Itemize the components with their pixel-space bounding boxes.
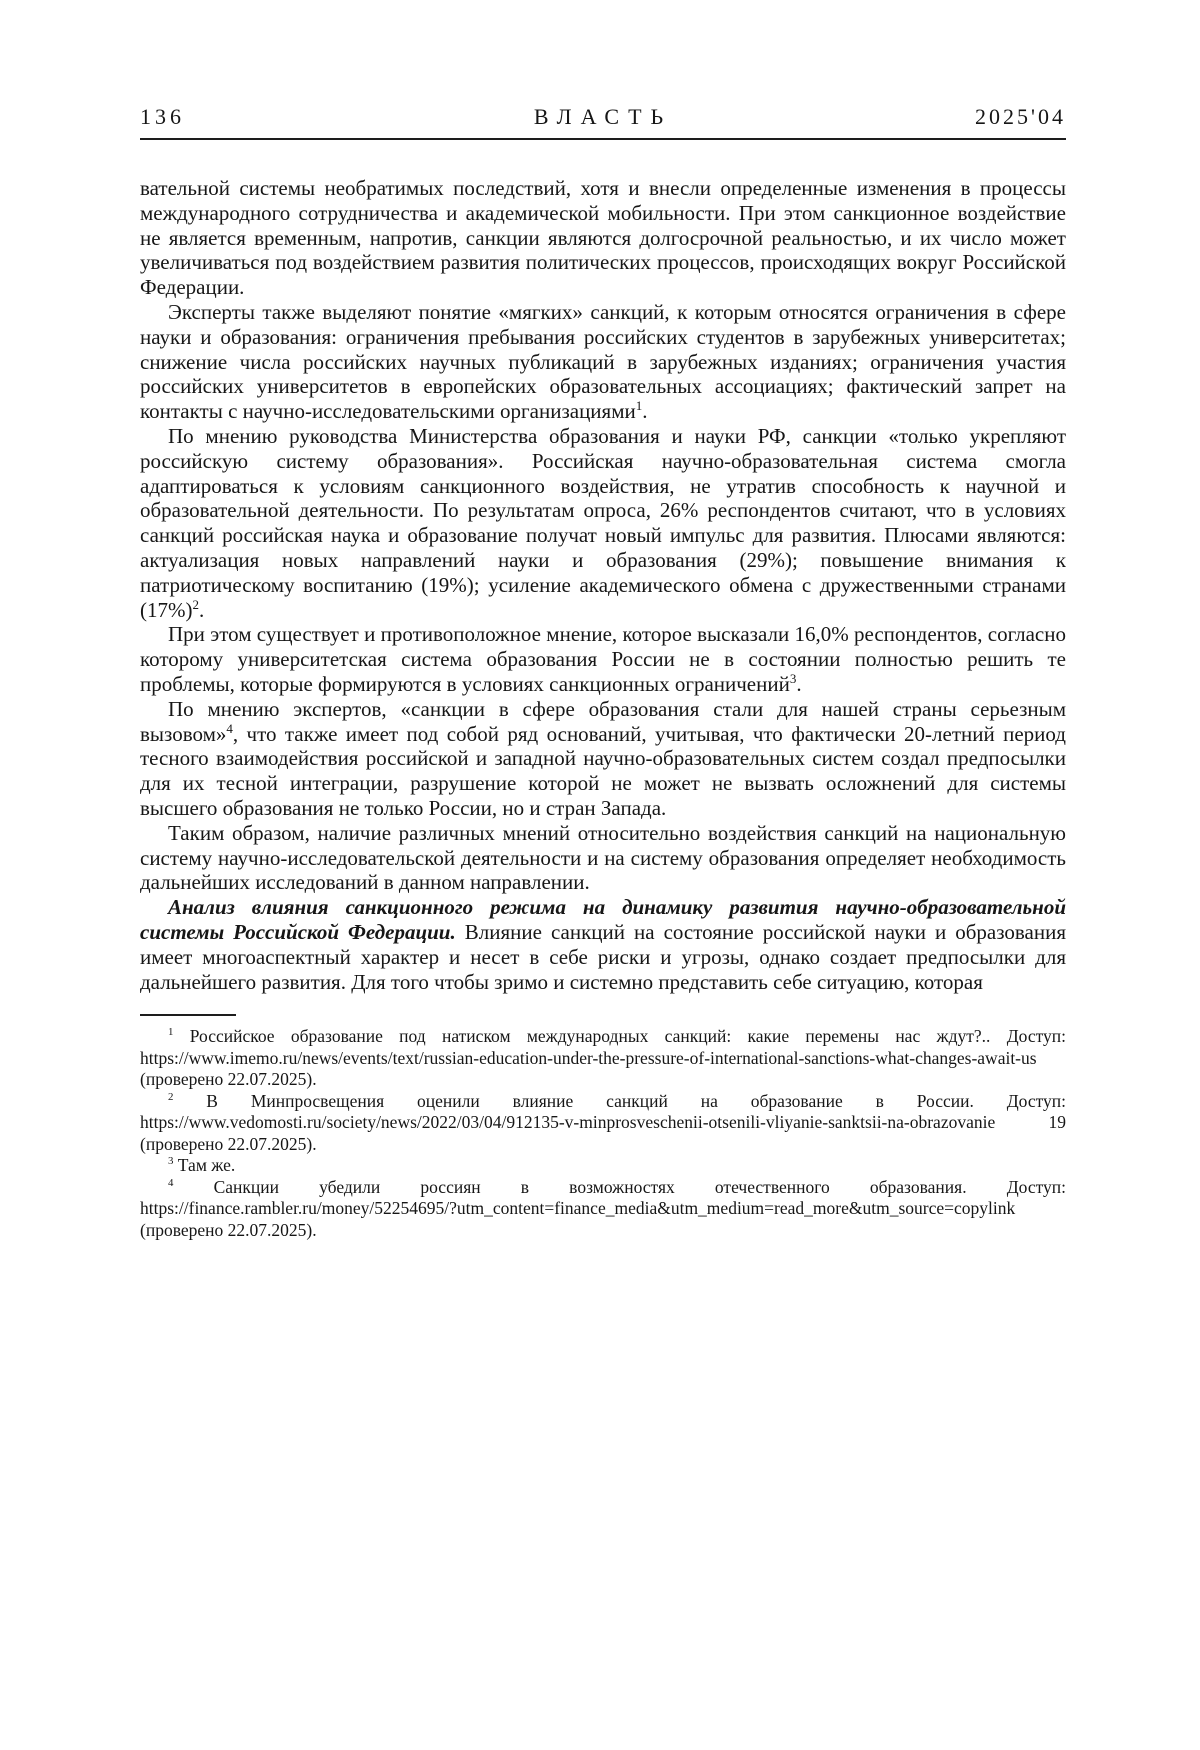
footnote-number: 2 [168, 1090, 174, 1103]
text-run: . [642, 399, 648, 424]
text-run: По мнению экспертов, «санкции в сфере образования стали для нашей страны серьезным вызовом» [140, 696, 1066, 746]
footnote-ref: 1 [635, 398, 643, 414]
text-run: Влияние санкций на состояние российской науки и образования имеет многоаспектный характер и несет в себе риски и угрозы, однако создает предпосылки для дальнейшего развития. Для того чтобы зримо и системно представить себе ситуацию, которая [140, 919, 1066, 994]
paragraph [140, 895, 1066, 994]
text-run: В Минпросвещения оценили влияние санкций на образование в России. Доступ: https://www.vedomosti.ru/society/news/2022/03/04/912135-v-minprosveschenii-otsenili-vliyanie-sanktsii-na-obrazovanie 19 (проверено 22.07.2025). [140, 1090, 1066, 1154]
page-number: 136 [140, 104, 185, 129]
footnote [140, 1091, 1066, 1156]
text-run: Российское образование под натиском международных санкций: какие перемены нас ждут?.. Доступ: https://www.imemo.ru/news/events/text/russian-education-under-the-pressure-of-international-sanctions-what-changes-await-us (проверено 22.07.2025). [140, 1026, 1066, 1090]
header-rule [140, 138, 1066, 140]
text-run: . [199, 597, 205, 622]
page-header [140, 104, 1066, 130]
footnote-ref: 2 [192, 596, 199, 612]
text-run: По мнению руководства Министерства образования и науки РФ, санкции «только укрепляют российскую систему образования». Российская научно-образовательная система смогла адаптироваться к условиям санкционного воздействия, не утратив способность к научной и образовательной деятельности. По результатам опроса, 26% респондентов считают, что в условиях санкций российская наука и образование получат новый импульс для развития. Плюсами являются: актуализация новых направлений науки и образования (29%); повышение внимания к патриотическому воспитанию (19%); усиление академического обмена с дружественными странами (17%) [140, 423, 1066, 622]
issue-number: 2025'04 [975, 104, 1066, 129]
text-run: . [796, 671, 802, 696]
journal-title: ВЛАСТЬ [533, 104, 673, 129]
text-run: Там же. [173, 1155, 236, 1176]
footnote [140, 1026, 1066, 1091]
footnote-ref: 4 [226, 720, 233, 736]
text-run: Анализ влияния санкционного режима на динамику развития научно-образовательной системы Российской Федерации. [140, 895, 1066, 944]
text-run: Эксперты также выделяют понятие «мягких» санкций, к которым относятся ограничения в сфере науки и образования: ограничения пребывания российских студентов в зарубежных университетах; снижение числа российских научных публикаций в зарубежных изданиях; ограничения участия российских университетов в европейских образовательных ассоциациях; фактический запрет на контакты с научно-исследовательскими организациями [140, 299, 1066, 424]
footnotes-section [140, 1026, 1066, 1241]
article-body [140, 176, 1066, 994]
paragraph [140, 697, 1066, 821]
paragraph [140, 622, 1066, 696]
footnote-ref: 3 [789, 670, 797, 686]
footnote [140, 1177, 1066, 1242]
text-run: , что также имеет под собой ряд оснований, учитывая, что фактически 20-летний период тесного взаимодействия российской и западной научно-образовательных систем создал предпосылки для их тесной интеграции, разрушение которой не может не вызвать осложнений для системы высшего образования не только России, но и стран Запада. [140, 721, 1066, 820]
text-run: вательной системы необратимых последствий, хотя и внесли определенные изменения в процессы международного сотрудничества и академической мобильности. При этом санкционное воздействие не является временным, напротив, санкции являются долгосрочной реальностью, и их число может увеличиваться под воздействием развития политических процессов, происходящих вокруг Российской Федерации. [140, 176, 1066, 300]
paragraph [140, 176, 1066, 300]
footnote-separator [140, 1014, 236, 1016]
paragraph [140, 424, 1066, 622]
text-run: Санкции убедили россиян в возможностях отечественного образования. Доступ: https://finance.rambler.ru/money/52254695/?utm_content=finance_media&utm_medium=read_more&utm_source=copylink (проверено 22.07.2025). [140, 1176, 1066, 1240]
text-run: Таким образом, наличие различных мнений относительно воздействия санкций на национальную систему научно-исследовательской деятельности и на систему образования определяет необходимость дальнейших исследований в данном направлении. [140, 820, 1066, 895]
footnote-number: 3 [168, 1155, 174, 1168]
paragraph [140, 821, 1066, 895]
footnote [140, 1155, 1066, 1177]
text-run: При этом существует и противоположное мнение, которое высказали 16,0% респондентов, согласно которому университетская система образования России не в состоянии полностью решить те проблемы, которые формируются в условиях санкционных ограничений [140, 622, 1066, 696]
paragraph [140, 300, 1066, 424]
footnote-number: 1 [168, 1026, 174, 1039]
footnote-number: 4 [168, 1176, 174, 1189]
